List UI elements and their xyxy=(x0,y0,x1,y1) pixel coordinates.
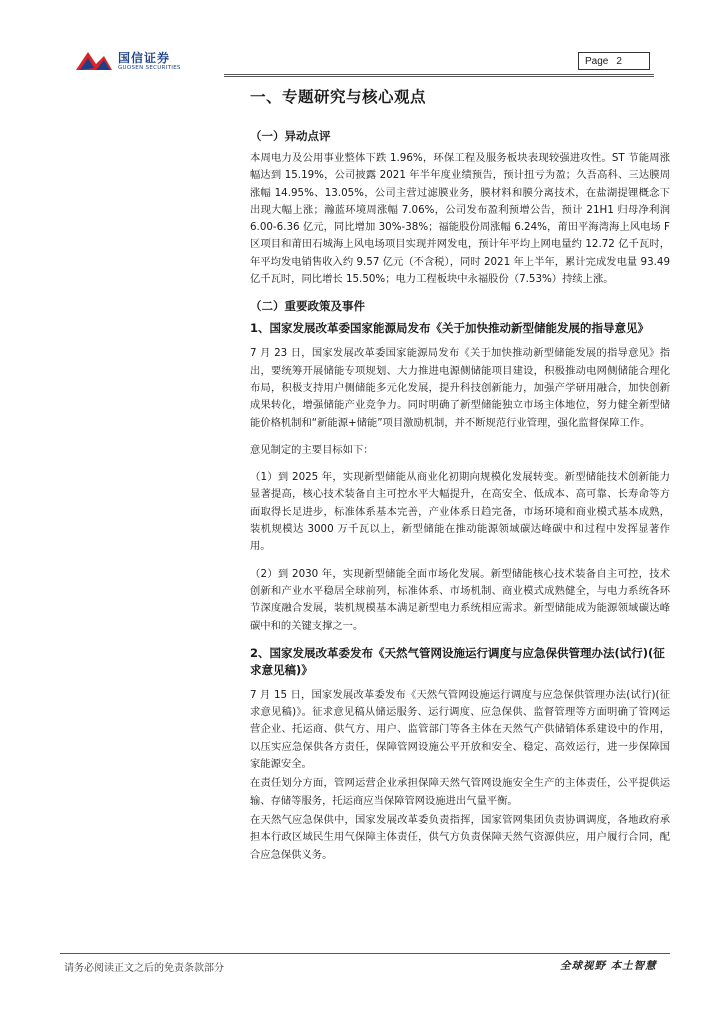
header-divider xyxy=(224,74,654,75)
policy-item-2-responsibility: 在责任划分方面，管网运营企业承担保障天然气管网设施安全生产的主体责任，公平提供运输、存储等服务，托运商应当保障管网设施进出气量平衡。 xyxy=(250,777,670,807)
page-label: Page xyxy=(585,56,609,67)
footer-disclaimer: 请务必阅读正文之后的免责条款部分 xyxy=(64,963,224,974)
main-content xyxy=(250,86,670,866)
policy-item-2-title: 2、国家发展改革委发布《天然气管网设施运行调度与应急保供管理办法(试行)(征求意见稿)》 xyxy=(250,645,665,677)
policy-item-1-paragraph: 7 月 23 日，国家发展改革委国家能源局发布《关于加快推动新型储能发展的指导意见》指出，要统筹开展储能专项规划、大力推进电源侧储能项目建设，积极推动电网侧储能合理化布局，积极支持用户侧储能多元化发展，提升科技创新能力，加强产学研用融合，加快创新成果转化，增强储能产业竞争力。同时明确了新型储能独立市场主体地位，努力健全新型储能价格机制和“新能源+储能”项目激励机制，并不断规范行业管理，强化监督保障工作。 xyxy=(250,347,670,429)
policy-item-1-goal-2030: （2）到 2030 年，实现新型储能全面市场化发展。新型储能核心技术装备自主可控，技术创新和产业水平稳居全球前列，标准体系、市场机制、商业模式成熟健全，与电力系统各环节深度融合发展，装机规模基本满足新型电力系统相应需求。新型储能成为能源领域碳达峰碳中和的关键支撑之一。 xyxy=(250,567,670,632)
footer-divider xyxy=(60,953,670,954)
policy-item-1-title: 1、国家发展改革委国家能源局发布《关于加快推动新型储能发展的指导意见》 xyxy=(250,321,649,336)
page-indicator xyxy=(578,52,650,70)
section-title: 一、专题研究与核心观点 xyxy=(250,88,427,106)
logo-text-en: GUOSEN SECURITIES xyxy=(118,65,181,71)
footer-slogan: 全球视野 本土智慧 xyxy=(560,960,657,972)
policy-item-2-paragraph: 7 月 15 日，国家发展改革委发布《天然气管网设施运行调度与应急保供管理办法(试行)(征求意见稿)》。征求意见稿从储运服务、运行调度、应急保供、监督管理等方面明确了管网运营企业、托运商、供气方、用户、监管部门等各主体在天然气产供储销体系建设中的作用，以压实应急保供各方责任，保障管网设施公平开放和安全、稳定、高效运行，进一步保障国家能源安全。 xyxy=(250,688,670,771)
anomaly-paragraph: 本周电力及公用事业整体下跌 1.96%，环保工程及服务板块表现较强进攻性。ST 节能周涨幅达到 15.19%，公司披露 2021 年半年度业绩预告，预计扭亏为盈；久吾高科、三达膜周涨幅 14.95%、13.05%，公司主营过滤膜业务，膜材料和膜分离技术，在盐湖提锂概念下出现大幅上涨；瀚蓝环境周涨幅 7.06%，公司发布盈利预增公告，预计 21H1 归母净利润 6.00-6.36 亿元，同比增加 30%-38%；福能股份周涨幅 6.24%，莆田平海湾海上风电场 F 区项目和莆田石城海上风电场项目实现并网发电，预计年平均上网电量约 12.72 亿千瓦时，年平均发电销售收入约 9.57 亿元（不含税），同时 2021 年上半年，累计完成发电量 93.49 亿千瓦时，同比增长 15.50%；电力工程板块中永福股份（7.53%）持续上涨。 xyxy=(250,152,670,286)
subsection-title-anomaly: （一）异动点评 xyxy=(250,129,331,143)
policy-item-1-goals-intro: 意见制定的主要目标如下： xyxy=(250,443,374,456)
policy-item-1-goal-2025: （1）到 2025 年，实现新型储能从商业化初期向规模化发展转变。新型储能技术创新能力显著提高，核心技术装备自主可控水平大幅提升，在高安全、低成本、高可靠、长寿命等方面取得长足进步，标准体系基本完善，产业体系日趋完备，市场环境和商业模式基本成熟，装机规模达 3000 万千瓦以上，新型储能在推动能源领域碳达峰碳中和过程中发挥显著作用。 xyxy=(250,471,670,553)
company-logo xyxy=(74,46,214,74)
page-number: 2 xyxy=(616,56,622,67)
logo-mark-icon xyxy=(74,46,114,74)
subsection-title-policy: （二）重要政策及事件 xyxy=(250,299,365,314)
policy-item-2-emergency: 在天然气应急保供中，国家发展改革委负责指挥，国家管网集团负责协调调度，各地政府承担本行政区域民生用气保障主体责任，供气方负责保障天然气资源供应，用户履行合同，配合应急保供义务。 xyxy=(250,813,670,861)
logo-text-cn: 国信证券 xyxy=(118,51,171,65)
header-divider-secondary xyxy=(224,76,654,77)
